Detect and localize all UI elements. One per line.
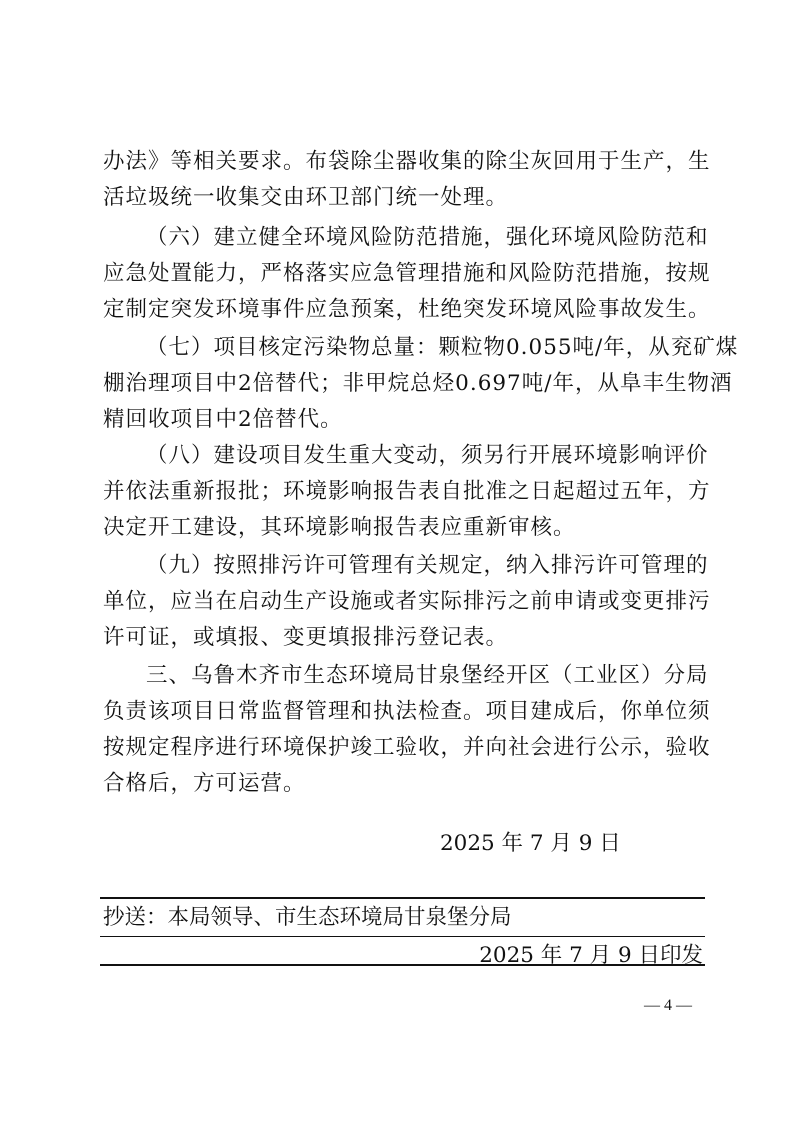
body-line: 按规定程序进行环境保护竣工验收，并向社会进行公示，验收: [103, 735, 711, 760]
body-line: （六）建立健全环境风险防范措施，强化环境风险防范和: [146, 225, 709, 250]
body-line: 决定开工建设，其环境影响报告表应重新审核。: [103, 515, 576, 540]
body-line: 负责该项目日常监督管理和执法检查。项目建成后，你单位须: [103, 699, 711, 724]
body-line: 精回收项目中2倍替代。: [103, 407, 343, 432]
body-line: 单位，应当在启动生产设施或者实际排污之前申请或变更排污: [103, 589, 711, 614]
body-line: （八）建设项目发生重大变动，须另行开展环境影响评价: [146, 443, 709, 468]
body-line: 活垃圾统一收集交由环卫部门统一处理。: [103, 185, 509, 210]
body-line: 并依法重新报批；环境影响报告表自批准之日起超过五年，方: [103, 479, 711, 504]
body-line: 棚治理项目中2倍替代；非甲烷总烃0.697吨/年，从阜丰生物酒: [103, 371, 733, 396]
body-line: 定制定突发环境事件应急预案，杜绝突发环境风险事故发生。: [103, 297, 711, 322]
signature-date: 2025 年 7 月 9 日: [440, 831, 621, 856]
body-line: 办法》等相关要求。布袋除尘器收集的除尘灰回用于生产，生: [103, 149, 711, 174]
footer-middle-rule: [100, 936, 705, 937]
body-line: （九）按照排污许可管理有关规定，纳入排污许可管理的: [146, 553, 709, 578]
footer-top-rule: [100, 897, 705, 899]
page-number: — 4 —: [644, 997, 692, 1014]
cc-line: 抄送：本局领导、市生态环境局甘泉堡分局: [103, 905, 512, 930]
footer-bottom-rule: [100, 964, 705, 966]
body-line: 合格后，方可运营。: [103, 771, 306, 796]
body-line: 应急处置能力，严格落实应急管理措施和风险防范措施，按规: [103, 261, 711, 286]
body-line: 三、乌鲁木齐市生态环境局甘泉堡经开区（工业区）分局: [146, 663, 709, 688]
issue-date: 2025 年 7 月 9 日印发: [479, 943, 703, 968]
body-line: （七）项目核定污染物总量：颗粒物0.055吨/年，从兖矿煤: [146, 335, 739, 360]
body-line: 许可证，或填报、变更填报排污登记表。: [103, 625, 509, 650]
